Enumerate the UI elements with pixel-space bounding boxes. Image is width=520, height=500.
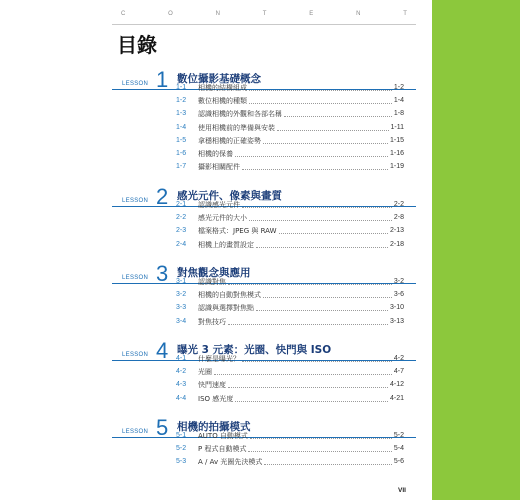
entry-title: 相機的自動對焦模式 (198, 291, 261, 300)
toc-entry[interactable] (176, 212, 404, 224)
entry-number: 4-3 (176, 381, 187, 389)
toc-entry[interactable] (176, 302, 404, 314)
entry-number: 2-3 (176, 227, 187, 235)
entry-page: 3-6 (393, 291, 404, 299)
header-letter: T (262, 11, 267, 17)
entry-number: 2-1 (176, 201, 187, 208)
entry-page: 4-21 (389, 394, 404, 402)
toc-entry[interactable] (176, 82, 404, 94)
entry-page: 3-2 (393, 278, 404, 285)
entry-page: 1-2 (393, 84, 404, 91)
dot-leader (242, 206, 392, 208)
toc-entry[interactable] (176, 108, 404, 120)
lesson-label: LESSON (122, 275, 149, 281)
dot-leader (264, 463, 392, 465)
entry-title: ISO 感光度 (198, 394, 234, 403)
header-letter: N (215, 11, 220, 17)
dot-leader (249, 102, 392, 104)
lesson-number: 4 (156, 338, 169, 363)
entry-title: 相機上的畫質設定 (198, 240, 254, 249)
toc-entry[interactable] (176, 379, 404, 391)
toc-entry[interactable] (176, 443, 404, 455)
dot-leader (228, 386, 388, 388)
entry-title: 感光元件的大小 (198, 214, 247, 223)
entry-number: 1-1 (176, 84, 187, 91)
toc-entry[interactable] (176, 95, 404, 107)
entry-page: 4-2 (393, 355, 404, 362)
entry-number: 1-6 (176, 150, 187, 157)
dot-leader (249, 219, 392, 221)
entry-number: 1-3 (176, 110, 187, 118)
side-color-bar (432, 0, 520, 500)
entry-title: 認識對焦 (198, 278, 226, 286)
lesson-label: LESSON (122, 81, 149, 87)
dot-leader (256, 309, 388, 311)
entry-page: 1-11 (390, 123, 404, 131)
lesson-number: 2 (156, 184, 169, 209)
dot-leader (214, 373, 392, 375)
entry-title: AUTO 自動模式 (198, 432, 248, 440)
toc-entry[interactable] (176, 289, 404, 301)
toc-entry[interactable] (176, 122, 404, 134)
entry-number: 4-4 (176, 394, 187, 402)
header-rule (112, 24, 416, 25)
page-number: VII (398, 487, 406, 494)
entry-title: 快門速度 (198, 381, 226, 390)
entry-title: 認識與選擇對焦點 (198, 304, 254, 313)
entry-number: 3-1 (176, 278, 187, 285)
entry-number: 5-1 (176, 432, 187, 439)
entry-title: 認識相機的外觀和各部名稱 (198, 110, 282, 119)
entry-page: 5-2 (393, 432, 404, 439)
lesson-label: LESSON (122, 429, 149, 435)
header-letter: C (121, 11, 126, 17)
entry-page: 5-4 (393, 445, 404, 453)
lesson-label: LESSON (122, 198, 149, 204)
entry-number: 1-7 (176, 163, 187, 171)
lesson-title: 相機的拍攝模式 (177, 421, 251, 433)
entry-page: 3-10 (389, 304, 404, 312)
dot-leader (242, 360, 392, 362)
toc-entry[interactable] (176, 276, 404, 288)
dot-leader (250, 437, 392, 439)
dot-leader (277, 129, 389, 131)
entry-number: 2-4 (176, 240, 187, 248)
toc-entry[interactable] (176, 148, 404, 160)
entry-page: 1-15 (389, 136, 404, 144)
toc-entry[interactable] (176, 393, 404, 405)
dot-leader (242, 168, 388, 170)
content-header (121, 11, 407, 17)
lesson-number: 5 (156, 415, 169, 440)
lesson-title: 感光元件、像素與畫質 (177, 190, 282, 202)
dot-leader (263, 142, 388, 144)
entry-number: 3-4 (176, 317, 187, 325)
entry-page: 1-4 (393, 97, 404, 105)
entry-page: 1-16 (389, 150, 404, 157)
entry-title: 相機的保養 (198, 150, 233, 158)
entry-number: 1-5 (176, 136, 187, 144)
toc-entry[interactable] (176, 161, 404, 173)
entry-number: 4-2 (176, 368, 187, 376)
dot-leader (248, 450, 391, 452)
entry-title: 攝影相關配件 (198, 163, 240, 172)
dot-leader (249, 89, 392, 91)
entry-page: 3-13 (389, 317, 404, 325)
entry-page: 2-8 (393, 214, 404, 222)
toc-entry[interactable] (176, 353, 404, 365)
toc-entry[interactable] (176, 430, 404, 442)
entry-title: 光圈 (198, 368, 212, 377)
entry-title: 檔案格式：JPEG 與 RAW (198, 227, 277, 236)
dot-leader (235, 155, 388, 157)
entry-title: 什麼是曝光？ (198, 355, 240, 363)
entry-number: 3-3 (176, 304, 187, 312)
entry-title: 認識感光元件 (198, 201, 240, 209)
entry-page: 4-7 (393, 368, 404, 376)
entry-number: 3-2 (176, 291, 187, 299)
entry-number: 2-2 (176, 214, 187, 222)
page-title: 目錄 (117, 33, 157, 57)
dot-leader (279, 232, 388, 234)
toc-entry[interactable] (176, 199, 404, 211)
entry-title: P 程式自動模式 (198, 445, 247, 454)
toc-entry[interactable] (176, 135, 404, 147)
entry-title: 對焦技巧 (198, 317, 226, 326)
lesson-title: 數位攝影基礎概念 (177, 73, 261, 85)
entry-page: 2-2 (393, 201, 404, 208)
entry-title: 使用相機前的準備與安裝 (198, 123, 275, 132)
dot-leader (235, 400, 388, 402)
entry-page: 4-12 (389, 381, 404, 389)
entry-title: 拿穩相機的正確姿勢 (198, 136, 261, 145)
entry-number: 5-2 (176, 445, 187, 453)
lesson-number: 1 (156, 67, 169, 92)
toc-entry[interactable] (176, 366, 404, 378)
header-letter: T (403, 11, 407, 17)
lesson-title: 曝光 3 元素：光圈、快門與 ISO (177, 344, 332, 356)
dot-leader (263, 296, 392, 298)
toc-entry[interactable] (176, 225, 404, 237)
header-letter: N (356, 11, 361, 17)
entry-number: 1-2 (176, 97, 187, 105)
entry-number: 4-1 (176, 355, 187, 362)
dot-leader (228, 323, 388, 325)
entry-page: 1-19 (389, 163, 404, 171)
entry-title: A / Av 光圈先決模式 (198, 458, 263, 467)
header-letter: E (309, 11, 314, 17)
entry-title: 數位相機的種類 (198, 97, 247, 106)
entry-number: 1-4 (176, 123, 187, 131)
lesson-title: 對焦觀念與應用 (177, 267, 251, 279)
entry-page: 5-6 (393, 458, 404, 466)
header-letter: O (168, 11, 173, 17)
entry-title: 相機的結構組成 (198, 84, 247, 92)
toc-entry[interactable] (176, 456, 404, 468)
dot-leader (228, 283, 392, 285)
lesson-label: LESSON (122, 352, 149, 358)
toc-entry[interactable] (176, 316, 404, 328)
entry-number: 5-3 (176, 458, 187, 466)
dot-leader (284, 115, 392, 117)
entry-page: 1-8 (393, 110, 404, 118)
lesson-number: 3 (156, 261, 169, 286)
entry-page: 2-13 (389, 227, 404, 235)
entry-page: 2-18 (389, 240, 404, 248)
toc-entry[interactable] (176, 239, 404, 251)
dot-leader (256, 246, 388, 248)
